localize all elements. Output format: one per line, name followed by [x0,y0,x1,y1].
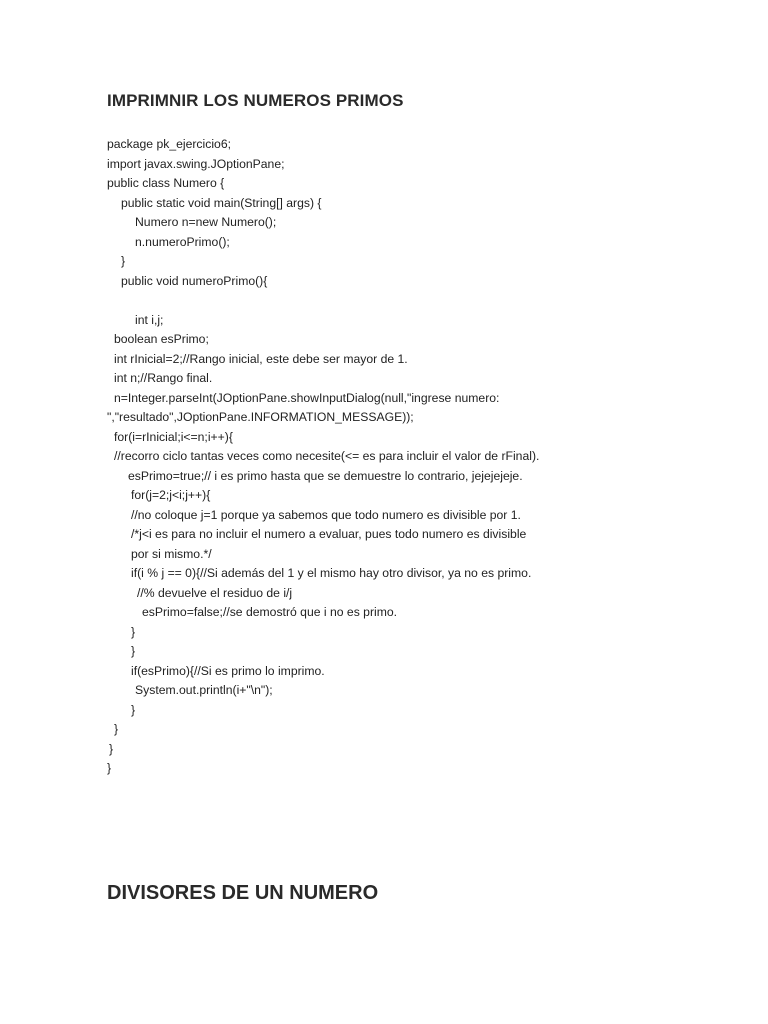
code-line: import javax.swing.JOptionPane; [107,156,285,171]
code-line: } [131,702,136,717]
code-line: for(j=2;j<i;j++){ [131,488,211,502]
code-line: ","resultado",JOptionPane.INFORMATION_MESSAGE)); [107,410,414,424]
code-line: int rInicial=2;//Rango inicial, este debe ser mayor de 1. [114,351,408,366]
code-line: esPrimo=false;//se demostró que i no es primo. [142,605,398,619]
code-line: public class Numero { [107,176,225,190]
code-line: int n;//Rango final. [114,371,213,385]
code-line: //% devuelve el residuo de i/j [137,585,293,600]
code-line: por si mismo.*/ [131,546,212,561]
code-line: for(i=rInicial;i<=n;i++){ [114,429,233,444]
section-title-divisores: DIVISORES DE UN NUMERO [107,882,379,904]
code-line: //recorro ciclo tantas veces como necesite(<= es para incluir el valor de rFinal). [114,449,540,463]
code-line: if(esPrimo){//Si es primo lo imprimo. [131,663,325,678]
code-line: package pk_ejercicio6; [107,137,231,151]
code-line: } [114,722,119,736]
code-line: public static void main(String[] args) { [121,195,322,210]
code-line: } [109,741,114,756]
code-line: public void numeroPrimo(){ [121,273,268,288]
section-title-primos: IMPRIMNIR LOS NUMEROS PRIMOS [107,91,404,110]
code-line: } [107,761,112,775]
code-line: int i,j; [135,312,164,327]
code-line: } [131,644,136,658]
code-line: Numero n=new Numero(); [135,215,277,229]
code-line: esPrimo=true;// i es primo hasta que se demuestre lo contrario, jejejejeje. [128,468,523,483]
code-line: System.out.println(i+"\n"); [135,683,273,697]
code-line: } [121,254,126,268]
code-line: //no coloque j=1 porque ya sabemos que todo numero es divisible por 1. [131,507,521,522]
code-line: n=Integer.parseInt(JOptionPane.showInputDialog(null,"ingrese numero: [114,390,500,405]
code-line: } [131,624,136,639]
code-line: n.numeroPrimo(); [135,234,230,249]
code-line: /*j<i es para no incluir el numero a evaluar, pues todo numero es divisible [131,527,527,541]
code-line: boolean esPrimo; [114,332,209,346]
code-line: if(i % j == 0){//Si además del 1 y el mismo hay otro divisor, ya no es primo. [131,566,532,580]
